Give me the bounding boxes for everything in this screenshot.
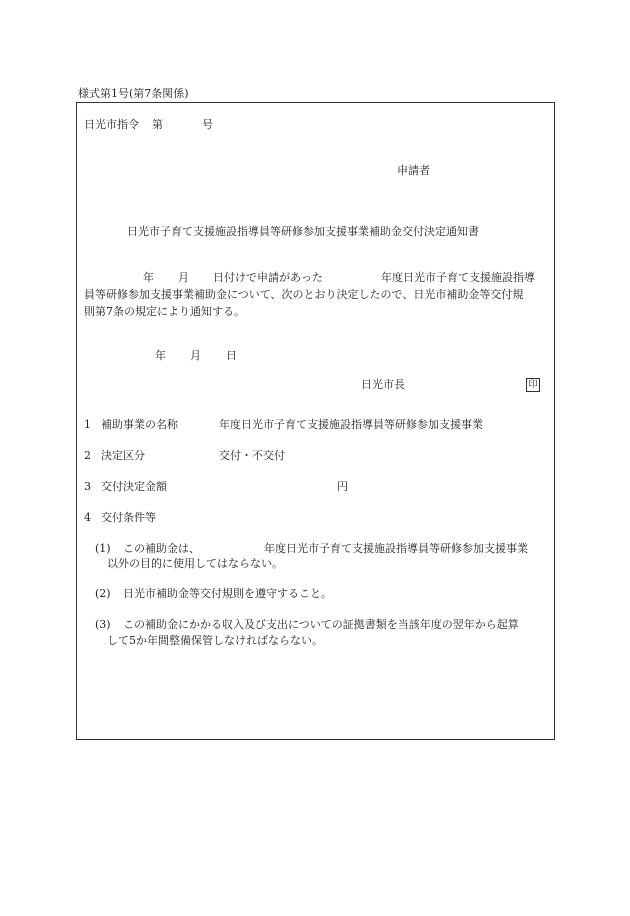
condition-3-text: この補助金にかかる収入及び支出についての証拠書類を当該年度の翌年から起算	[123, 618, 519, 631]
body-line2: 員等研修参加支援事業補助金について、次のとおり決定したので、日光市補助金等交付規	[84, 288, 524, 301]
date-year: 年	[155, 349, 166, 362]
directive-prefix: 日光市指令	[84, 118, 139, 131]
body-line1-a: 日付けで申請があった	[213, 271, 323, 284]
directive-go: 号	[202, 118, 213, 131]
condition-2-num: (2)	[95, 587, 111, 600]
body-line1-b: 年度日光市子育て支援施設指導	[381, 271, 535, 284]
condition-2-text: 日光市補助金等交付規則を遵守すること。	[123, 587, 332, 600]
item-4-num: 4	[84, 511, 91, 524]
directive-dai: 第	[152, 118, 163, 131]
body-month: 月	[178, 271, 189, 284]
document-title: 日光市子育て支援施設指導員等研修参加支援事業補助金交付決定通知書	[127, 225, 479, 238]
mayor-label: 日光市長	[361, 378, 405, 391]
condition-1-text-a: この補助金は、	[123, 542, 200, 555]
seal-mark: 印	[526, 378, 540, 392]
item-3-label: 交付決定金額	[101, 480, 167, 493]
condition-3-cont: して5か年間整備保管しなければならない。	[107, 634, 323, 647]
condition-1-text-b: 年度日光市子育て支援施設指導員等研修参加支援事業	[264, 542, 528, 555]
item-2-label: 決定区分	[101, 449, 145, 462]
condition-1-num: (1)	[95, 542, 111, 555]
item-3-num: 3	[84, 480, 91, 493]
body-line3: 則第7条の規定により通知する。	[84, 305, 245, 318]
item-1-label: 補助事業の名称	[101, 418, 178, 431]
item-2-value: 交付・不交付	[219, 449, 285, 462]
item-2-num: 2	[84, 449, 91, 462]
date-month: 月	[190, 349, 201, 362]
item-1-value: 年度日光市子育て支援施設指導員等研修参加支援事業	[219, 418, 483, 431]
condition-1-cont: 以外の目的に使用してはならない。	[107, 557, 283, 570]
item-3-value: 円	[337, 480, 348, 493]
date-day: 日	[226, 349, 237, 362]
form-number-label: 様式第1号(第7条関係)	[78, 87, 189, 100]
applicant-label: 申請者	[397, 164, 430, 177]
condition-3-num: (3)	[95, 618, 111, 631]
body-year: 年	[143, 271, 154, 284]
item-4-label: 交付条件等	[101, 511, 156, 524]
item-1-num: 1	[84, 418, 91, 431]
